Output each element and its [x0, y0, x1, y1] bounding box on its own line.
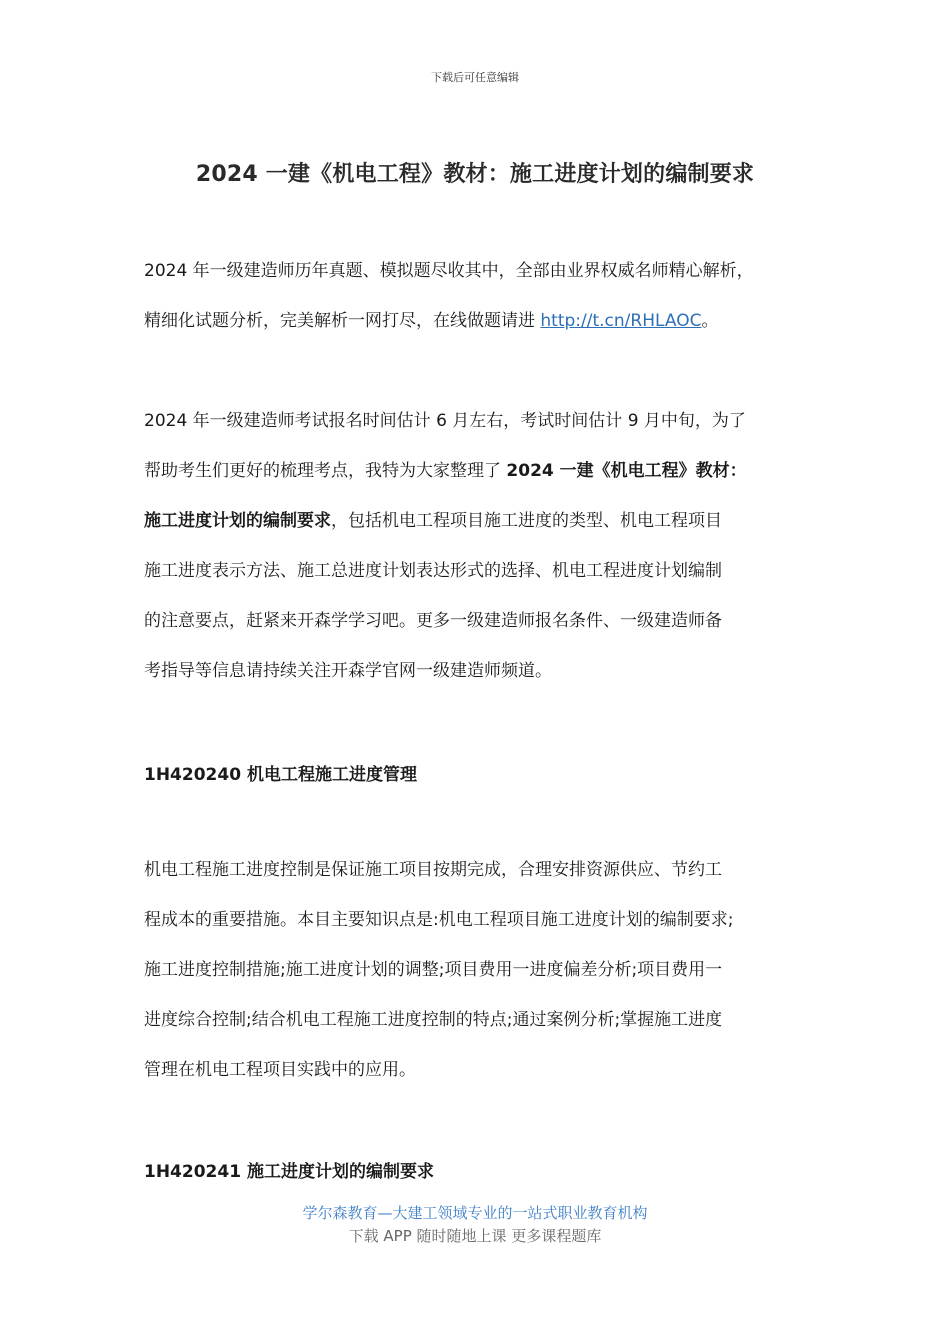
section1-line: 机电工程施工进度控制是保证施工项目按期完成，合理安排资源供应、节约工: [144, 860, 722, 880]
overview-line-4: 施工进度表示方法、施工总进度计划表达形式的选择、机电工程进度计划编制: [144, 561, 722, 581]
intro-line-2: [144, 296, 824, 346]
page-title: 2024 一建《机电工程》教材：施工进度计划的编制要求: [195, 162, 755, 187]
overview-line-5: 的注意要点，赶紧来开森学学习吧。更多一级建造师报名条件、一级建造师备: [144, 611, 722, 631]
overview-line-6: 考指导等信息请持续关注开森学官网一级建造师频道。: [144, 661, 552, 681]
exam-link[interactable]: http://t.cn/RHLAOC: [540, 311, 702, 331]
footer-brand: 学尔森教育—大建工领域专业的一站式职业教育机构: [302, 1204, 648, 1222]
section-heading-1h420240: 1H420240 机电工程施工进度管理: [144, 765, 417, 785]
intro-paragraph: [144, 246, 824, 346]
header-note: 下载后可任意编辑: [431, 71, 519, 84]
overview-bold-title-part1: 2024 一建《机电工程》教材：: [506, 461, 747, 481]
intro-line-2-end: 。: [701, 311, 719, 331]
intro-line-2-text: 精细化试题分析，完美解析一网打尽，在线做题请进: [144, 311, 541, 331]
overview-line-2: [144, 446, 824, 496]
section-heading-1h420241: 1H420241 施工进度计划的编制要求: [144, 1162, 434, 1182]
intro-line-1: 2024 年一级建造师历年真题、模拟题尽收其中，全部由业界权威名师精心解析，: [144, 261, 754, 281]
overview-paragraph: [144, 396, 824, 696]
footer-app-promo: 下载 APP 随时随地上课 更多课程题库: [348, 1227, 602, 1245]
section1-line: 程成本的重要措施。本目主要知识点是:机电工程项目施工进度计划的编制要求;: [144, 910, 734, 930]
overview-line-3-text: ，包括机电工程项目施工进度的类型、机电工程项目: [331, 511, 722, 531]
section1-paragraph: [144, 845, 824, 1095]
overview-line-2-text: 帮助考生们更好的梳理考点，我特为大家整理了: [144, 461, 507, 481]
overview-bold-title-part2: 施工进度计划的编制要求: [144, 511, 331, 531]
overview-line-1: 2024 年一级建造师考试报名时间估计 6 月左右，考试时间估计 9 月中旬，为了: [144, 411, 746, 431]
overview-line-3: [144, 496, 824, 546]
section1-line: 施工进度控制措施;施工进度计划的调整;项目费用一进度偏差分析;项目费用一: [144, 960, 723, 980]
section1-line: 管理在机电工程项目实践中的应用。: [144, 1060, 416, 1080]
section1-line: 进度综合控制;结合机电工程施工进度控制的特点;通过案例分析;掌握施工进度: [144, 1010, 723, 1030]
